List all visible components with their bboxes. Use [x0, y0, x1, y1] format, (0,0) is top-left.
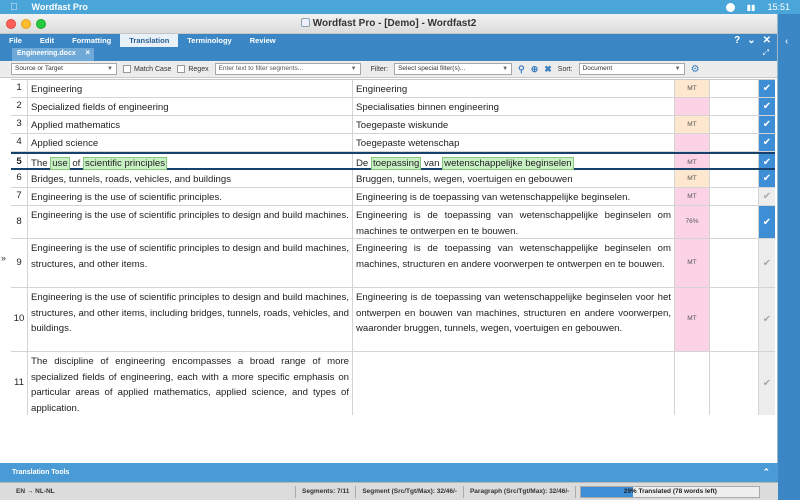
paragraph-counts: Paragraph (Src/Tgt/Max): 32/46/-: [464, 486, 576, 498]
segment-text: De: [356, 158, 371, 169]
filter-label: Filter:: [370, 65, 389, 73]
confirm-status-icon[interactable]: ✔: [759, 288, 775, 351]
segment-number: 6: [11, 170, 28, 187]
right-side-panel-strip: [778, 14, 800, 500]
checkbox-icon: [177, 65, 185, 73]
confirm-status-icon[interactable]: ✔: [759, 80, 775, 97]
match-score-label: MT: [687, 315, 697, 322]
tab-edit[interactable]: Edit: [39, 36, 55, 45]
confirm-status-icon[interactable]: ✔: [759, 154, 775, 168]
regex-label: Regex: [188, 65, 209, 73]
document-tab[interactable]: [12, 48, 94, 61]
table-row[interactable]: [11, 239, 775, 288]
match-score: [675, 154, 710, 168]
segment-number: 3: [11, 116, 28, 133]
table-row[interactable]: [11, 80, 775, 98]
source-cell[interactable]: Applied science: [28, 134, 353, 151]
macos-menu-bar: [0, 0, 800, 14]
translation-progress-bar: [580, 486, 760, 498]
match-score: [675, 80, 710, 97]
current-row-pointer-icon: »: [1, 253, 7, 263]
source-cell[interactable]: Engineering is the use of scientific principles to design and build machines.: [28, 206, 353, 238]
translation-tools-panel[interactable]: [0, 463, 778, 482]
target-cell[interactable]: Toegepaste wiskunde: [353, 116, 675, 133]
segment-number: 7: [11, 188, 28, 205]
target-cell[interactable]: Engineering is de toepassing van wetenschappelijke beginselen voor het ontwerpen en bouwen van machines, structuren en andere voorwerpen, waaronder bruggen, tunnels, wegen, voertuigen en gebouwen.: [353, 288, 675, 351]
match-score: [675, 188, 710, 205]
zoom-search-icon[interactable]: ⊕: [530, 63, 539, 74]
battery-icon[interactable]: ▮▮: [746, 2, 756, 12]
segment-counts: Segment (Src/Tgt/Max): 32/46/-: [356, 486, 464, 498]
match-score-label: MT: [687, 159, 697, 166]
regex-checkbox[interactable]: [177, 65, 208, 73]
chevron-down-icon: ▼: [674, 66, 681, 72]
segment-text: of: [69, 158, 84, 169]
checkbox-icon: [123, 65, 131, 73]
match-score: [675, 239, 710, 287]
close-icon[interactable]: ✕: [762, 35, 771, 46]
source-cell[interactable]: Bridges, tunnels, roads, vehicles, and buildings: [28, 170, 353, 187]
segment-info-cell: [710, 288, 759, 351]
match-score-label: MT: [687, 258, 697, 266]
segment-info-cell: [710, 134, 759, 151]
source-cell[interactable]: Specialized fields of engineering: [28, 98, 353, 115]
table-row[interactable]: [11, 170, 775, 188]
term-highlight: wetenschappelijke beginselen: [444, 158, 572, 169]
help-icon[interactable]: ?: [734, 35, 741, 46]
document-icon: [301, 18, 310, 27]
scope-select-value: Source or Target: [15, 65, 63, 72]
confirm-status-icon[interactable]: ✔: [759, 352, 775, 415]
segment-grid: [11, 79, 775, 416]
segment-info-cell: [710, 80, 759, 97]
clear-filter-icon[interactable]: ✖: [544, 63, 552, 74]
close-tab-icon[interactable]: ×: [85, 48, 90, 57]
source-cell[interactable]: Engineering is the use of scientific principles to design and build machines, structures, and other items, including bridges, tunnels, roads, vehicles, and buildings.: [28, 288, 353, 351]
tab-review[interactable]: Review: [249, 36, 276, 45]
close-window-button[interactable]: [6, 19, 16, 29]
menu-clock[interactable]: 15:51: [767, 2, 790, 12]
segment-text: van: [421, 158, 443, 169]
segment-info-cell: [710, 239, 759, 287]
match-case-checkbox[interactable]: [123, 65, 171, 73]
zoom-window-button[interactable]: [36, 19, 46, 29]
segment-info-cell: [710, 352, 759, 415]
target-cell[interactable]: [353, 352, 675, 415]
collapse-ribbon-icon[interactable]: ⌄: [747, 35, 756, 46]
maximize-editor-icon[interactable]: ⤢: [762, 48, 769, 57]
sort-select[interactable]: [579, 63, 685, 75]
match-score-label: MT: [687, 193, 697, 200]
document-tab-label: Engineering.docx: [17, 50, 76, 57]
app-menu-name[interactable]: Wordfast Pro: [24, 2, 81, 12]
match-score: [675, 352, 710, 415]
segment-info-cell: [710, 206, 759, 238]
source-cell[interactable]: Applied mathematics: [28, 116, 353, 133]
target-cell[interactable]: Specialisaties binnen engineering: [353, 98, 675, 115]
scope-select[interactable]: [11, 63, 117, 75]
chevron-left-icon[interactable]: ‹: [785, 36, 789, 47]
segment-text: The: [31, 158, 51, 169]
match-score: [675, 288, 710, 351]
segment-info-cell: [710, 154, 759, 168]
confirm-status-icon[interactable]: ✔: [759, 170, 775, 187]
match-score-label: MT: [687, 85, 697, 92]
tab-formatting[interactable]: Formatting: [72, 36, 112, 45]
term-highlight: use: [52, 158, 68, 169]
source-cell[interactable]: Engineering is the use of scientific principles to design and build machines, structures, and other items.: [28, 239, 353, 287]
table-row[interactable]: [11, 134, 775, 152]
document-tab-strip: [0, 47, 777, 61]
minimize-window-button[interactable]: [21, 19, 31, 29]
filter-toolbar: [0, 61, 777, 78]
target-cell[interactable]: Toegepaste wetenschap: [353, 134, 675, 151]
segment-info-cell: [710, 170, 759, 187]
table-row[interactable]: [11, 152, 775, 170]
sort-label: Sort:: [557, 65, 573, 73]
tab-terminology[interactable]: Terminology: [187, 36, 232, 45]
special-filter-value: Select special filter(s)...: [398, 65, 466, 72]
special-filter-select[interactable]: [394, 63, 512, 75]
target-cell[interactable]: Engineering is de toepassing van wetenschappelijke beginselen.: [353, 188, 675, 205]
confirm-status-icon[interactable]: ✔: [759, 134, 775, 151]
window-titlebar: [0, 14, 777, 34]
search-icon[interactable]: ⚲: [518, 63, 525, 74]
translation-tools-title: Translation Tools: [12, 469, 70, 476]
match-score: [675, 116, 710, 133]
target-cell[interactable]: Bruggen, tunnels, wegen, voertuigen en gebouwen: [353, 170, 675, 187]
segment-number: 10: [11, 288, 28, 351]
confirm-status-icon[interactable]: ✔: [759, 206, 775, 238]
confirm-status-icon[interactable]: ✔: [759, 116, 775, 133]
grid-empty-area: [11, 415, 775, 463]
window-title: [0, 18, 777, 29]
status-bar: [0, 482, 778, 500]
table-row[interactable]: [11, 98, 775, 116]
table-row[interactable]: [11, 352, 775, 416]
match-score-label: MT: [687, 121, 697, 128]
table-row[interactable]: [11, 116, 775, 134]
match-score-label: 76%: [685, 217, 699, 225]
match-case-label: Match Case: [134, 65, 172, 73]
apple-menu-icon[interactable]: [10, 2, 18, 13]
progress-text: 29% Translated (78 words left): [623, 487, 717, 495]
source-cell[interactable]: [28, 154, 353, 168]
segment-number: 4: [11, 134, 28, 151]
confirm-status-icon[interactable]: ✔: [759, 188, 775, 205]
sort-select-value: Document: [582, 65, 613, 72]
chevron-down-icon: ▼: [107, 66, 113, 72]
source-cell[interactable]: The discipline of engineering encompasses a broad range of more specialized fields of engineering, each with a more specific emphasis on particular areas of applied mathematics, applied science, and types of application.: [28, 352, 353, 415]
source-cell[interactable]: Engineering: [28, 80, 353, 97]
source-cell[interactable]: Engineering is the use of scientific principles.: [28, 188, 353, 205]
segment-number: 1: [11, 80, 28, 97]
gear-icon[interactable]: ⚙: [690, 63, 700, 75]
segment-number: 8: [11, 206, 28, 238]
match-score: [675, 98, 710, 115]
confirm-status-icon[interactable]: ✔: [759, 98, 775, 115]
chevron-down-icon: ▼: [502, 66, 509, 72]
segment-info-cell: [710, 116, 759, 133]
match-score: [675, 134, 710, 151]
term-highlight: scientific principles: [85, 158, 165, 169]
tab-translation[interactable]: Translation: [120, 34, 178, 47]
table-row[interactable]: [11, 288, 775, 352]
segment-info-cell: [710, 188, 759, 205]
ribbon-tabs: [0, 34, 777, 47]
tab-file[interactable]: File: [9, 36, 22, 45]
table-row[interactable]: [11, 206, 775, 239]
term-highlight: toepassing: [372, 158, 420, 169]
target-cell[interactable]: Engineering: [353, 80, 675, 97]
target-cell[interactable]: [353, 154, 675, 168]
match-score-label: MT: [687, 175, 697, 182]
segment-count: Segments: 7/11: [296, 486, 356, 498]
segment-number: 9: [11, 239, 28, 287]
segment-info-cell: [710, 98, 759, 115]
match-score: [675, 170, 710, 187]
table-row[interactable]: [11, 188, 775, 206]
match-score: [675, 206, 710, 238]
segment-number: 5: [11, 154, 28, 168]
panel-grip-icon[interactable]: ▲: [380, 462, 388, 471]
filter-text-placeholder: Enter text to filter segments...: [218, 65, 304, 72]
confirm-status-icon[interactable]: ✔: [759, 239, 775, 287]
expand-panel-icon[interactable]: ⌃: [762, 467, 770, 477]
segment-number: 2: [11, 98, 28, 115]
target-cell[interactable]: Engineering is de toepassing van wetenschappelijke beginselen om machines te ontwerpen en te bouwen.: [353, 206, 675, 238]
filter-text-input[interactable]: [215, 63, 361, 75]
chevron-down-icon: ▼: [350, 66, 357, 72]
status-icon[interactable]: [726, 3, 735, 12]
language-pair: EN → NL-NL: [0, 486, 296, 498]
window-title-text: Wordfast Pro - [Demo] - Wordfast2: [312, 18, 477, 29]
segment-number: 11: [11, 352, 28, 415]
target-cell[interactable]: Engineering is de toepassing van wetenschappelijke beginselen om machines, structuren en andere voorwerpen te ontwerpen en te bouwen.: [353, 239, 675, 287]
